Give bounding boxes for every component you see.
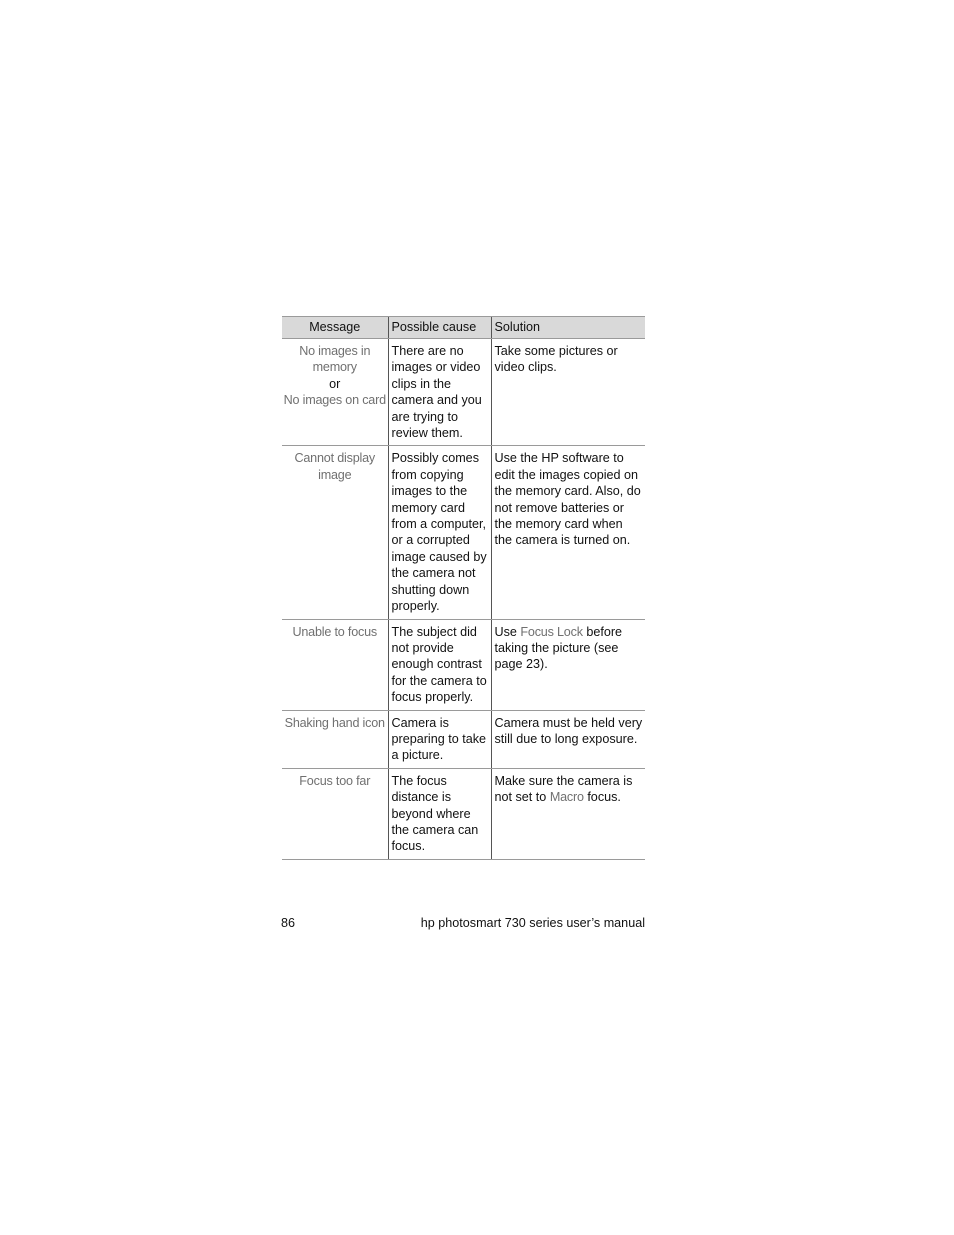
cause-cell: The focus distance is beyond where the camera can focus.	[388, 768, 491, 859]
cause-cell: Camera is preparing to take a picture.	[388, 710, 491, 768]
cause-cell: The subject did not provide enough contrast for the camera to focus properly.	[388, 619, 491, 710]
cause-cell: There are no images or video clips in the camera and you are trying to review them.	[388, 339, 491, 446]
message-text: Focus too far	[299, 773, 371, 788]
solution-cell: Take some pictures or video clips.	[491, 339, 645, 446]
message-text: Cannot display image	[294, 451, 375, 482]
solution-cell	[491, 619, 645, 710]
message-cell	[282, 446, 388, 619]
table-row	[282, 619, 645, 710]
message-text: Shaking hand icon	[284, 715, 385, 730]
message-cell	[282, 710, 388, 768]
solution-cell	[491, 768, 645, 859]
solution-text: Use	[494, 624, 517, 639]
solution-text-end: before taking the picture (see page 23).	[494, 624, 623, 672]
message-cell	[282, 619, 388, 710]
table-row	[282, 339, 645, 446]
message-text-alt: No images on card	[283, 393, 386, 408]
table-row	[282, 446, 645, 619]
message-text: No images in memory	[299, 344, 371, 375]
page-number: 86	[281, 916, 296, 930]
troubleshooting-table	[282, 316, 645, 860]
solution-text-end: focus.	[587, 790, 621, 805]
solution-text: Make sure the camera is not set to	[494, 773, 633, 805]
message-text: Unable to focus	[292, 624, 377, 639]
table-row	[282, 768, 645, 859]
message-or: or	[329, 376, 341, 391]
header-possible-cause: Possible cause	[388, 317, 491, 339]
solution-cell: Camera must be held very still due to long exposure.	[491, 710, 645, 768]
manual-title: hp photosmart 730 series user’s manual	[420, 916, 645, 930]
table-row	[282, 710, 645, 768]
solution-cell: Use the HP software to edit the images copied on the memory card. Also, do not remove batteries or the memory card when the camera is turned on.	[491, 446, 645, 619]
table-header-row	[282, 317, 645, 339]
solution-ui-term: Macro	[549, 790, 584, 805]
message-cell	[282, 768, 388, 859]
header-solution: Solution	[491, 317, 645, 339]
cause-cell: Possibly comes from copying images to the memory card from a computer, or a corrupted image caused by the camera not shutting down properly.	[388, 446, 491, 619]
solution-ui-term: Focus Lock	[520, 624, 583, 639]
message-cell	[282, 339, 388, 446]
header-message: Message	[282, 317, 388, 339]
